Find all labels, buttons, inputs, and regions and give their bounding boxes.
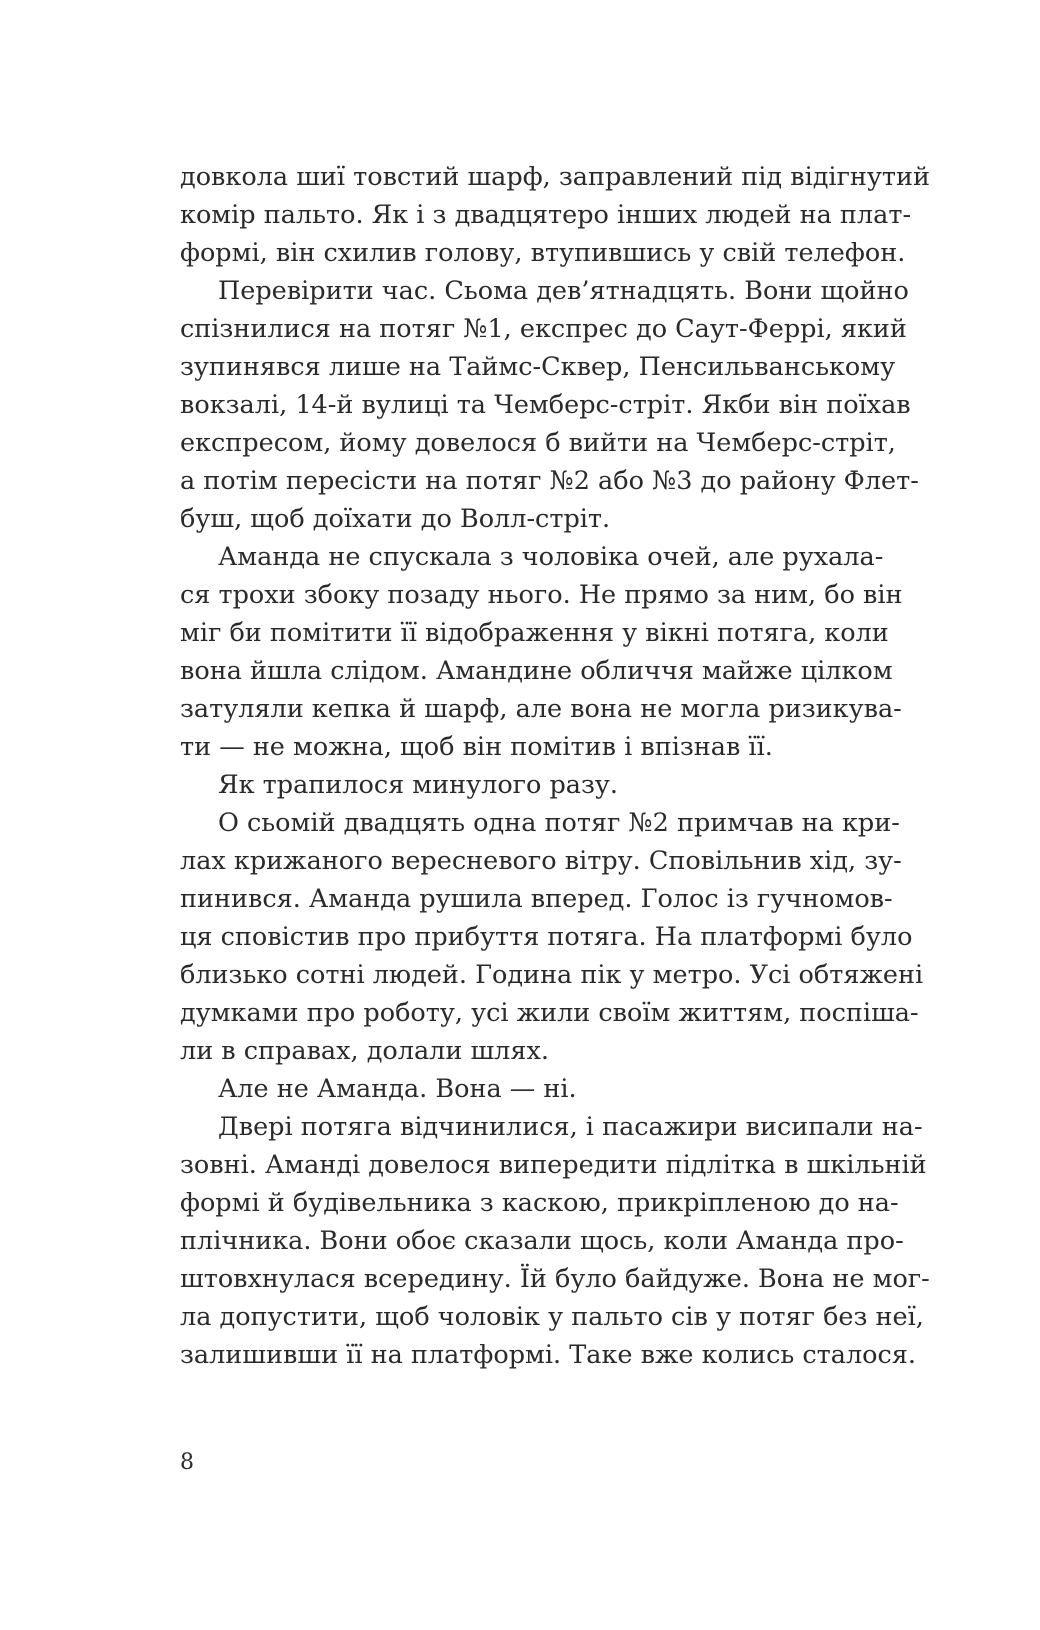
text-line: формі й будівельника з каскою, прикріпленою до на- <box>180 1188 899 1218</box>
text-line: довкола шиї товстий шарф, заправлений під відігнутий <box>180 162 931 192</box>
text-line: комір пальто. Як і з двадцятеро інших людей на плат- <box>180 200 912 230</box>
text-line: думками про роботу, усі жили своїм життям, поспіша- <box>180 998 919 1028</box>
text-line: лах крижаного вересневого вітру. Сповільнив хід, зу- <box>180 846 902 876</box>
paragraph-4 <box>180 766 878 804</box>
text-line: О сьомій двадцять одна потяг №2 примчав на кри- <box>218 808 900 838</box>
text-line: пинився. Аманда рушила вперед. Голос із гучномов- <box>180 884 893 914</box>
text-line: Двері потяга відчинилися, і пасажири висипали на- <box>218 1112 923 1142</box>
text-line: Як трапилося минулого разу. <box>218 770 619 800</box>
text-line: ла допустити, щоб чоловік у пальто сів у потяг без неї, <box>180 1302 924 1332</box>
text-line: формі, він схилив голову, втупившись у свій телефон. <box>180 238 906 268</box>
text-line: ця сповістив про прибуття потяга. На платформі було <box>180 922 913 952</box>
text-line: спізнилися на потяг №1, експрес до Саут-Феррі, який <box>180 314 907 344</box>
paragraph-1 <box>180 158 931 272</box>
text-line: вокзалі, 14-й вулиці та Чемберс-стріт. Якби він поїхав <box>180 390 911 420</box>
text-line: буш, щоб доїхати до Волл-стріт. <box>180 504 611 534</box>
paragraph-3 <box>180 538 903 766</box>
text-line: Перевірити час. Сьома дев’ятнадцять. Вони щойно <box>218 276 909 306</box>
text-line: зовні. Аманді довелося випередити підлітка в шкільній <box>180 1150 927 1180</box>
text-line: затуляли кепка й шарф, але вона не могла ризикува- <box>180 694 902 724</box>
paragraph-6 <box>180 1070 878 1108</box>
paragraph-7 <box>180 1108 930 1374</box>
text-line: Аманда не спускала з чоловіка очей, але рухала- <box>218 542 884 572</box>
text-line: залишивши її на платформі. Таке вже колись сталося. <box>180 1340 916 1370</box>
text-line: вона йшла слідом. Амандине обличчя майже цілком <box>180 656 893 686</box>
text-line: зупинявся лише на Таймс-Сквер, Пенсильванському <box>180 352 896 382</box>
text-line: близько сотні людей. Година пік у метро. Усі обтяжені <box>180 960 924 990</box>
body-text <box>180 158 931 1374</box>
text-line: ти — не можна, щоб він помітив і впізнав її. <box>180 732 773 762</box>
text-line: а потім пересісти на потяг №2 або №3 до району Флет- <box>180 466 919 496</box>
text-line: міг би помітити її відображення у вікні потяга, коли <box>180 618 889 648</box>
paragraph-5 <box>180 804 924 1070</box>
page-number: 8 <box>180 1450 194 1475</box>
text-line: ся трохи збоку позаду нього. Не прямо за ним, бо він <box>180 580 903 610</box>
text-line: плічника. Вони обоє сказали щось, коли Аманда про- <box>180 1226 904 1256</box>
text-line: ли в справах, долали шлях. <box>180 1036 549 1066</box>
paragraph-2 <box>180 272 919 538</box>
text-line: Але не Аманда. Вона — ні. <box>218 1074 577 1104</box>
text-line: експресом, йому довелося б вийти на Чемберс-стріт, <box>180 428 896 458</box>
text-line: штовхнулася всередину. Їй було байдуже. Вона не мог- <box>180 1264 930 1294</box>
